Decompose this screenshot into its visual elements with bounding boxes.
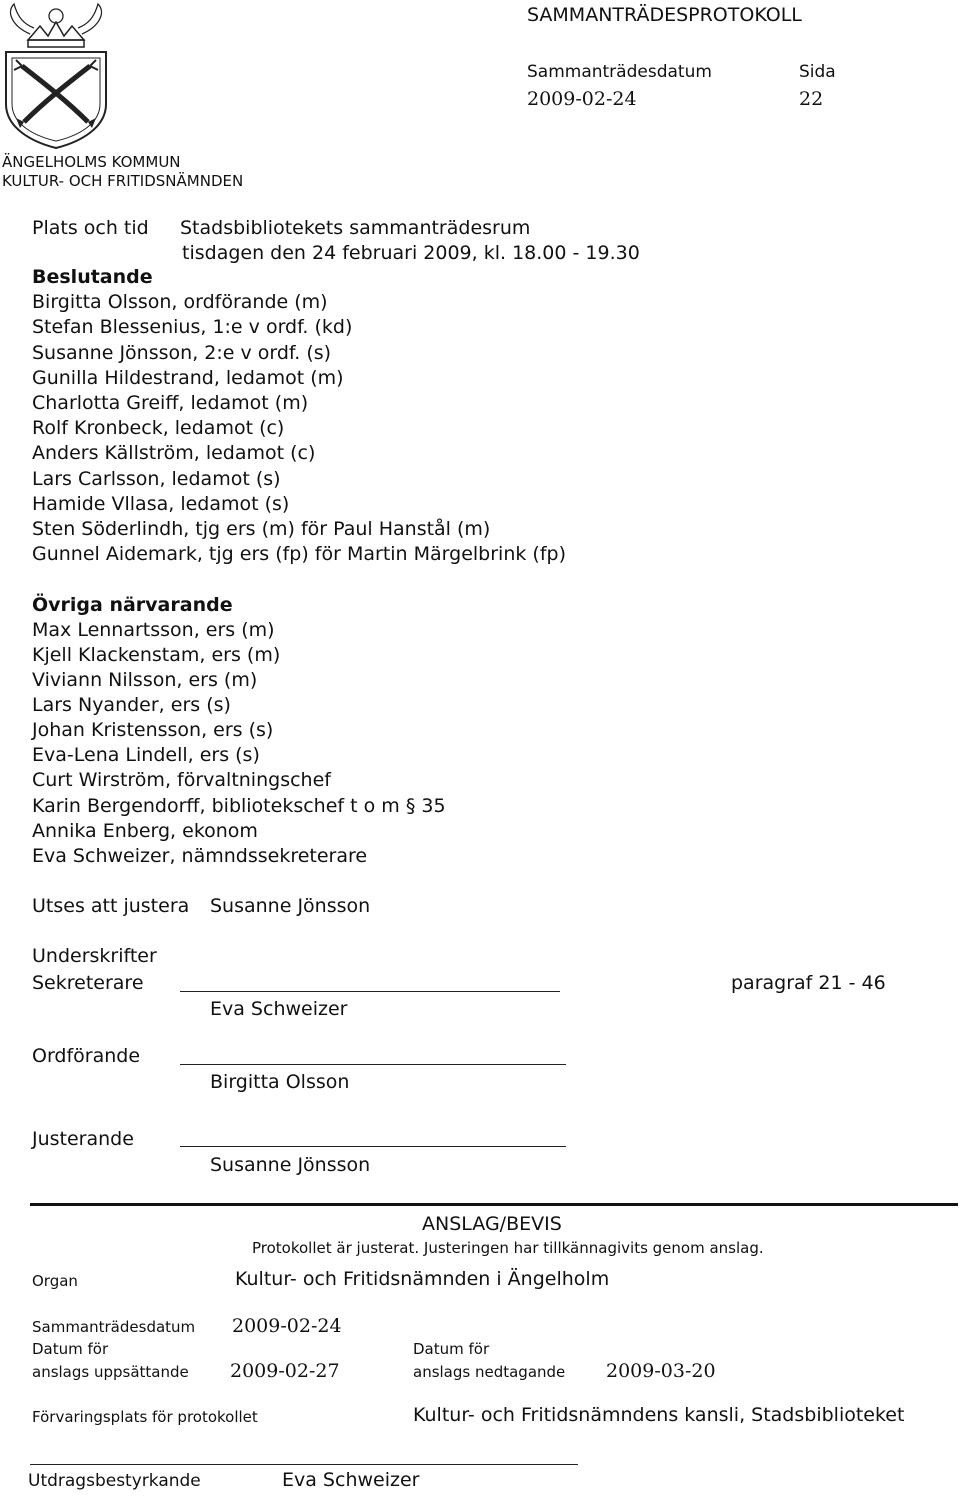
list-item: Johan Kristensson, ers (s) bbox=[32, 719, 274, 741]
certifier-signature-line bbox=[30, 1464, 578, 1465]
certifier-label: Utdragsbestyrkande bbox=[28, 1471, 201, 1491]
page-number: 22 bbox=[799, 88, 824, 110]
list-item: Kjell Klackenstam, ers (m) bbox=[32, 644, 281, 666]
list-item: Karin Bergendorff, bibliotekschef t o m § 35 bbox=[32, 795, 446, 817]
posting-date: 2009-02-27 bbox=[230, 1360, 340, 1382]
notice-meeting-date: 2009-02-24 bbox=[232, 1315, 342, 1337]
date-for-label: Datum för bbox=[32, 1340, 109, 1358]
paragraph-range: paragraf 21 - 46 bbox=[731, 972, 886, 994]
place-value: Stadsbibliotekets sammanträdesrum bbox=[180, 217, 531, 239]
place-label: Plats och tid bbox=[32, 217, 149, 239]
page-label: Sida bbox=[799, 62, 836, 82]
storage-value: Kultur- och Fritidsnämndens kansli, Stadsbiblioteket bbox=[413, 1404, 905, 1426]
notice-date-label: Sammanträdesdatum bbox=[32, 1318, 196, 1336]
adjuster-label: Justerande bbox=[32, 1128, 134, 1150]
org-name: ÄNGELHOLMS KOMMUN bbox=[2, 153, 181, 171]
list-item: Eva-Lena Lindell, ers (s) bbox=[32, 744, 260, 766]
list-item: Lars Carlsson, ledamot (s) bbox=[32, 468, 281, 490]
secretary-name: Eva Schweizer bbox=[210, 998, 348, 1020]
list-item: Sten Söderlindh, tjg ers (m) för Paul Hanstål (m) bbox=[32, 518, 491, 540]
others-heading: Övriga närvarande bbox=[32, 594, 233, 616]
signatures-heading: Underskrifter bbox=[32, 945, 157, 967]
section-divider bbox=[30, 1203, 958, 1206]
notice-subtitle: Protokollet är justerat. Justeringen har tillkännagivits genom anslag. bbox=[252, 1239, 764, 1257]
committee-name: KULTUR- OCH FRITIDSNÄMNDEN bbox=[2, 172, 244, 190]
list-item: Birgitta Olsson, ordförande (m) bbox=[32, 291, 328, 313]
posting-label: anslags uppsättande bbox=[32, 1363, 189, 1381]
chair-signature-line bbox=[180, 1064, 566, 1065]
secretary-signature-line bbox=[180, 991, 560, 992]
coat-of-arms-icon bbox=[0, 0, 112, 150]
time-value: tisdagen den 24 februari 2009, kl. 18.00 - 19.30 bbox=[182, 242, 640, 264]
adjust-name: Susanne Jönsson bbox=[210, 895, 371, 917]
organ-label: Organ bbox=[32, 1272, 78, 1290]
list-item: Rolf Kronbeck, ledamot (c) bbox=[32, 417, 285, 439]
list-item: Eva Schweizer, nämndssekreterare bbox=[32, 845, 368, 867]
list-item: Lars Nyander, ers (s) bbox=[32, 694, 231, 716]
list-item: Hamide Vllasa, ledamot (s) bbox=[32, 493, 290, 515]
list-item: Max Lennartsson, ers (m) bbox=[32, 619, 275, 641]
deciding-heading: Beslutande bbox=[32, 266, 153, 288]
list-item: Curt Wirström, förvaltningschef bbox=[32, 769, 331, 791]
list-item: Stefan Blessenius, 1:e v ordf. (kd) bbox=[32, 316, 353, 338]
organ-value: Kultur- och Fritidsnämnden i Ängelholm bbox=[235, 1268, 610, 1290]
list-item: Viviann Nilsson, ers (m) bbox=[32, 669, 258, 691]
list-item: Susanne Jönsson, 2:e v ordf. (s) bbox=[32, 342, 332, 364]
meeting-date: 2009-02-24 bbox=[527, 88, 637, 110]
chair-label: Ordförande bbox=[32, 1045, 141, 1067]
secretary-label: Sekreterare bbox=[32, 972, 144, 994]
list-item: Charlotta Greiff, ledamot (m) bbox=[32, 392, 309, 414]
date-label: Sammanträdesdatum bbox=[527, 62, 712, 82]
document-title: SAMMANTRÄDESPROTOKOLL bbox=[527, 4, 802, 26]
adjuster-name: Susanne Jönsson bbox=[210, 1154, 371, 1176]
removal-date: 2009-03-20 bbox=[606, 1360, 716, 1382]
removal-label: anslags nedtagande bbox=[413, 1363, 566, 1381]
list-item: Gunilla Hildestrand, ledamot (m) bbox=[32, 367, 344, 389]
certifier-name: Eva Schweizer bbox=[282, 1469, 420, 1491]
notice-heading: ANSLAG/BEVIS bbox=[422, 1213, 562, 1235]
list-item: Anders Källström, ledamot (c) bbox=[32, 442, 316, 464]
date-for-label-2: Datum för bbox=[413, 1340, 490, 1358]
list-item: Annika Enberg, ekonom bbox=[32, 820, 258, 842]
storage-label: Förvaringsplats för protokollet bbox=[32, 1408, 258, 1426]
adjuster-signature-line bbox=[180, 1146, 566, 1147]
list-item: Gunnel Aidemark, tjg ers (fp) för Martin Märgelbrink (fp) bbox=[32, 543, 566, 565]
adjust-label: Utses att justera bbox=[32, 895, 190, 917]
chair-name: Birgitta Olsson bbox=[210, 1071, 350, 1093]
